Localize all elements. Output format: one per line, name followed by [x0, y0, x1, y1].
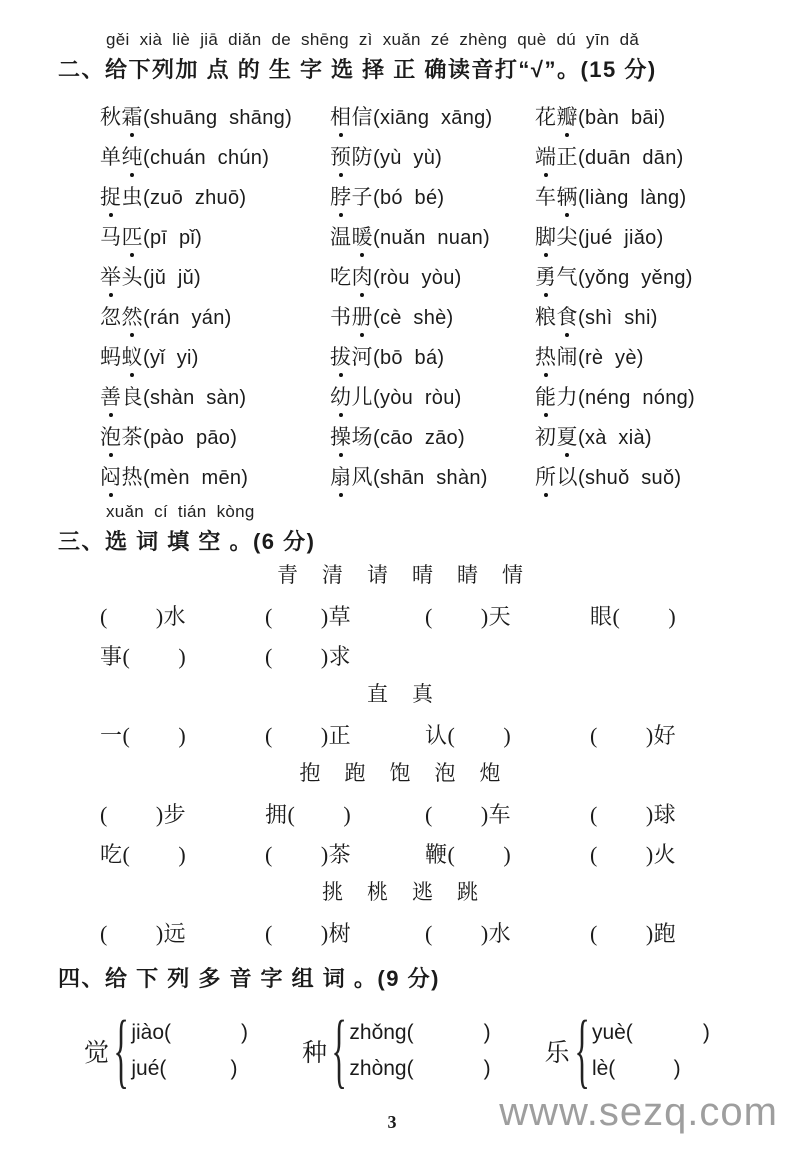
- watermark: www.sezq.com: [499, 1090, 778, 1134]
- pinyin-choice-row: [100, 136, 800, 176]
- fill-blank: ( )远: [100, 920, 187, 946]
- section-three-title: 三、选 词 填 空 。(6 分): [58, 529, 316, 554]
- fill-blank: ( )天: [425, 603, 512, 629]
- word-entry: [535, 461, 800, 491]
- section-three: [0, 502, 800, 952]
- pinyin-options: (shuāng shāng): [143, 107, 293, 129]
- section-four-title: 四、给 下 列 多 音 字 组 词 。(9 分): [58, 966, 440, 991]
- word-entry: [330, 301, 535, 331]
- hanzi-char: 初: [535, 425, 557, 449]
- word-entry: [100, 301, 330, 331]
- word-entry: [535, 101, 800, 131]
- hanzi-char: 秋: [100, 105, 122, 129]
- word-entry: [330, 381, 535, 411]
- brace-icon: {: [113, 1004, 129, 1097]
- pinyin-choice-row: [100, 256, 800, 296]
- pinyin-choice-row: [100, 216, 800, 256]
- pinyin-options: (pī pǐ): [143, 227, 203, 249]
- polyphone-char: 种: [302, 1040, 328, 1067]
- fill-in-groups: [0, 556, 800, 952]
- hanzi-char: 脚: [535, 221, 557, 251]
- hanzi-char: 食: [557, 301, 579, 331]
- pinyin-choice-row: [100, 96, 800, 136]
- hanzi-char: 辆: [557, 181, 579, 211]
- fill-blank: 认( ): [425, 722, 512, 748]
- word-entry: [100, 461, 330, 491]
- pinyin-options: (xà xià): [578, 427, 652, 449]
- word-entry: [100, 141, 330, 171]
- fill-blank: 事( ): [100, 643, 187, 669]
- worksheet-page: [0, 30, 800, 1161]
- pinyin-choice-row: [100, 456, 800, 496]
- hanzi-char: 忽: [100, 305, 122, 329]
- fill-blank: 吃( ): [100, 841, 187, 867]
- hanzi-char: 马: [100, 225, 122, 249]
- fill-blank: 鞭( ): [425, 841, 512, 867]
- hanzi-char: 拔: [330, 341, 352, 371]
- hanzi-char: 力: [556, 385, 578, 409]
- hanzi-char: 热: [121, 465, 143, 489]
- hanzi-char: 霜: [122, 101, 144, 131]
- hanzi-char: 茶: [121, 425, 143, 449]
- reading-line: zhǒng( ): [349, 1021, 491, 1044]
- pinyin-options: (bō bá): [373, 347, 445, 369]
- pinyin-options: (cāo zāo): [373, 427, 465, 449]
- word-entry: [100, 341, 330, 371]
- hanzi-char: 泡: [100, 421, 122, 451]
- word-entry: [535, 381, 800, 411]
- reading-line: jué( ): [131, 1057, 238, 1080]
- fill-blank: ( )水: [425, 920, 512, 946]
- fill-blank: 眼( ): [590, 603, 677, 629]
- pinyin-options: (bàn bāi): [578, 107, 666, 129]
- hanzi-char: 场: [351, 425, 373, 449]
- hanzi-char: 幼: [330, 381, 352, 411]
- section-four: [0, 962, 800, 1097]
- reading-line: zhòng( ): [349, 1057, 491, 1080]
- hanzi-char: 能: [535, 381, 557, 411]
- word-entry: [330, 181, 535, 211]
- hanzi-char: 粮: [535, 305, 557, 329]
- pinyin-options: (chuán chún): [143, 147, 270, 169]
- fill-blank-row: [100, 793, 800, 833]
- fill-blank: 一( ): [100, 722, 187, 748]
- hanzi-char: 举: [100, 261, 122, 291]
- hanzi-char: 子: [351, 185, 373, 209]
- polyphone-readings: [131, 1021, 248, 1081]
- pinyin-options: (cè shè): [373, 307, 454, 329]
- fill-blank-row: [100, 912, 800, 952]
- fill-blank: ( )正: [265, 722, 352, 748]
- pinyin-choice-row: [100, 336, 800, 376]
- pinyin-options: (yǐ yi): [143, 347, 199, 369]
- fill-blank: ( )车: [425, 801, 512, 827]
- reading-line: lè( ): [591, 1057, 681, 1080]
- pinyin-options: (ròu yòu): [373, 267, 462, 289]
- word-entry: [100, 181, 330, 211]
- hanzi-char: 扇: [330, 461, 352, 491]
- word-entry: [535, 301, 800, 331]
- section-two-pinyin: gěi xià liè jiā diǎn de shēng zì xuǎn zé zhèng què dú yīn dǎ: [106, 30, 640, 49]
- word-entry: [330, 461, 535, 491]
- hanzi-char: 然: [122, 301, 144, 331]
- hanzi-char: 以: [556, 465, 578, 489]
- word-entry: [100, 221, 330, 251]
- hanzi-char: 册: [352, 301, 374, 331]
- fill-blank: 拥( ): [265, 801, 352, 827]
- word-entry: [330, 261, 535, 291]
- word-entry: [100, 421, 330, 451]
- reading-line: yuè( ): [591, 1021, 710, 1044]
- pinyin-options: (shuǒ suǒ): [578, 467, 682, 489]
- pinyin-choice-row: [100, 296, 800, 336]
- word-entry: [100, 101, 330, 131]
- pinyin-options: (shàn sàn): [143, 387, 247, 409]
- hanzi-char: 蚁: [122, 341, 144, 371]
- polyphone-items: [84, 1004, 800, 1097]
- pinyin-choice-row: [100, 176, 800, 216]
- fill-blank: ( )茶: [265, 841, 352, 867]
- polyphone-readings: [349, 1021, 490, 1081]
- hanzi-char: 吃: [330, 265, 352, 289]
- hanzi-char: 尖: [556, 225, 578, 249]
- fill-blank-row: [100, 635, 800, 675]
- hanzi-char: 车: [535, 185, 557, 209]
- hanzi-char: 虫: [121, 185, 143, 209]
- word-bank: 挑桃逃跳: [322, 880, 502, 904]
- hanzi-char: 相: [330, 101, 352, 131]
- polyphone-char: 觉: [84, 1040, 110, 1067]
- fill-blank: ( )好: [590, 722, 677, 748]
- word-bank: 抱跑饱泡炮: [299, 761, 525, 785]
- pinyin-options: (nuǎn nuan): [373, 227, 491, 249]
- hanzi-char: 儿: [351, 385, 373, 409]
- pinyin-options: (yù yù): [373, 147, 443, 169]
- fill-blank: ( )求: [265, 643, 352, 669]
- pinyin-options: (rán yán): [143, 307, 232, 329]
- hanzi-char: 单: [100, 145, 122, 169]
- hanzi-char: 蚂: [100, 345, 122, 369]
- word-entry: [330, 221, 535, 251]
- hanzi-char: 肉: [352, 261, 374, 291]
- hanzi-char: 热: [535, 341, 557, 371]
- fill-blank-row: [100, 833, 800, 873]
- section-two-title: 二、给下列加 点 的 生 字 选 择 正 确读音打“√”。(15 分): [58, 57, 657, 82]
- word-entry: [535, 141, 800, 171]
- fill-blank: ( )球: [590, 801, 677, 827]
- hanzi-char: 花: [535, 105, 557, 129]
- pinyin-options: (liàng làng): [578, 187, 687, 209]
- pinyin-options: (yǒng yěng): [578, 267, 693, 289]
- word-entry: [535, 221, 800, 251]
- brace-icon: {: [331, 1004, 347, 1097]
- pinyin-options: (duān dān): [578, 147, 684, 169]
- hanzi-char: 信: [351, 105, 373, 129]
- hanzi-char: 闹: [556, 345, 578, 369]
- word-entry: [535, 341, 800, 371]
- reading-line: jiào( ): [131, 1021, 249, 1044]
- pinyin-options: (mèn mēn): [143, 467, 249, 489]
- polyphone-item: [544, 1004, 710, 1097]
- hanzi-char: 良: [121, 385, 143, 409]
- brace-icon: {: [574, 1004, 590, 1097]
- word-entry: [330, 141, 535, 171]
- fill-blank-row: [100, 714, 800, 754]
- hanzi-char: 书: [330, 305, 352, 329]
- pinyin-options: (jué jiǎo): [578, 227, 664, 249]
- hanzi-char: 瓣: [557, 101, 579, 131]
- word-entry: [330, 101, 535, 131]
- hanzi-char: 暖: [352, 221, 374, 251]
- hanzi-char: 所: [535, 461, 557, 491]
- pinyin-options: (néng nóng): [578, 387, 696, 409]
- fill-blank: ( )步: [100, 801, 187, 827]
- pinyin-options: (shì shi): [578, 307, 658, 329]
- section-two: [0, 30, 800, 496]
- hanzi-char: 端: [535, 141, 557, 171]
- hanzi-char: 闷: [100, 461, 122, 491]
- word-entry: [330, 341, 535, 371]
- pinyin-options: (rè yè): [578, 347, 644, 369]
- hanzi-char: 脖: [330, 181, 352, 211]
- hanzi-char: 纯: [122, 141, 144, 171]
- hanzi-char: 头: [121, 265, 143, 289]
- page-number: 3: [387, 1112, 397, 1132]
- hanzi-char: 防: [351, 145, 373, 169]
- section-three-pinyin: xuǎn cí tián kòng: [106, 502, 255, 521]
- hanzi-char: 温: [330, 225, 352, 249]
- polyphone-readings: [592, 1021, 710, 1081]
- polyphone-item: [302, 1004, 491, 1097]
- hanzi-char: 捉: [100, 181, 122, 211]
- hanzi-char: 预: [330, 141, 352, 171]
- fill-blank-row: [100, 595, 800, 635]
- pinyin-options: (xiāng xāng): [373, 107, 493, 129]
- pinyin-options: (yòu ròu): [373, 387, 462, 409]
- hanzi-char: 善: [100, 381, 122, 411]
- fill-blank: ( )火: [590, 841, 677, 867]
- pinyin-options: (pào pāo): [143, 427, 238, 449]
- hanzi-char: 正: [556, 145, 578, 169]
- fill-blank: ( )水: [100, 603, 187, 629]
- pinyin-options: (shān shàn): [373, 467, 488, 489]
- word-entry: [535, 181, 800, 211]
- pinyin-choice-row: [100, 416, 800, 456]
- word-bank: 青清请晴睛情: [277, 563, 547, 587]
- pinyin-options: (jǔ jǔ): [143, 267, 201, 289]
- hanzi-char: 操: [330, 421, 352, 451]
- pinyin-options: (bó bé): [373, 187, 445, 209]
- hanzi-char: 勇: [535, 261, 557, 291]
- hanzi-char: 气: [556, 265, 578, 289]
- word-bank: 直真: [367, 682, 457, 706]
- word-entry: [535, 261, 800, 291]
- pinyin-choice-row: [100, 376, 800, 416]
- hanzi-char: 河: [351, 345, 373, 369]
- polyphone-char: 乐: [544, 1040, 570, 1067]
- pinyin-choice-grid: [100, 96, 800, 496]
- fill-blank: ( )草: [265, 603, 352, 629]
- word-entry: [100, 381, 330, 411]
- word-entry: [535, 421, 800, 451]
- pinyin-options: (zuō zhuō): [143, 187, 247, 209]
- word-entry: [100, 261, 330, 291]
- fill-blank: ( )跑: [590, 920, 677, 946]
- polyphone-item: [84, 1004, 249, 1097]
- word-entry: [330, 421, 535, 451]
- hanzi-char: 夏: [557, 421, 579, 451]
- hanzi-char: 风: [351, 465, 373, 489]
- fill-blank: ( )树: [265, 920, 352, 946]
- hanzi-char: 匹: [122, 221, 144, 251]
